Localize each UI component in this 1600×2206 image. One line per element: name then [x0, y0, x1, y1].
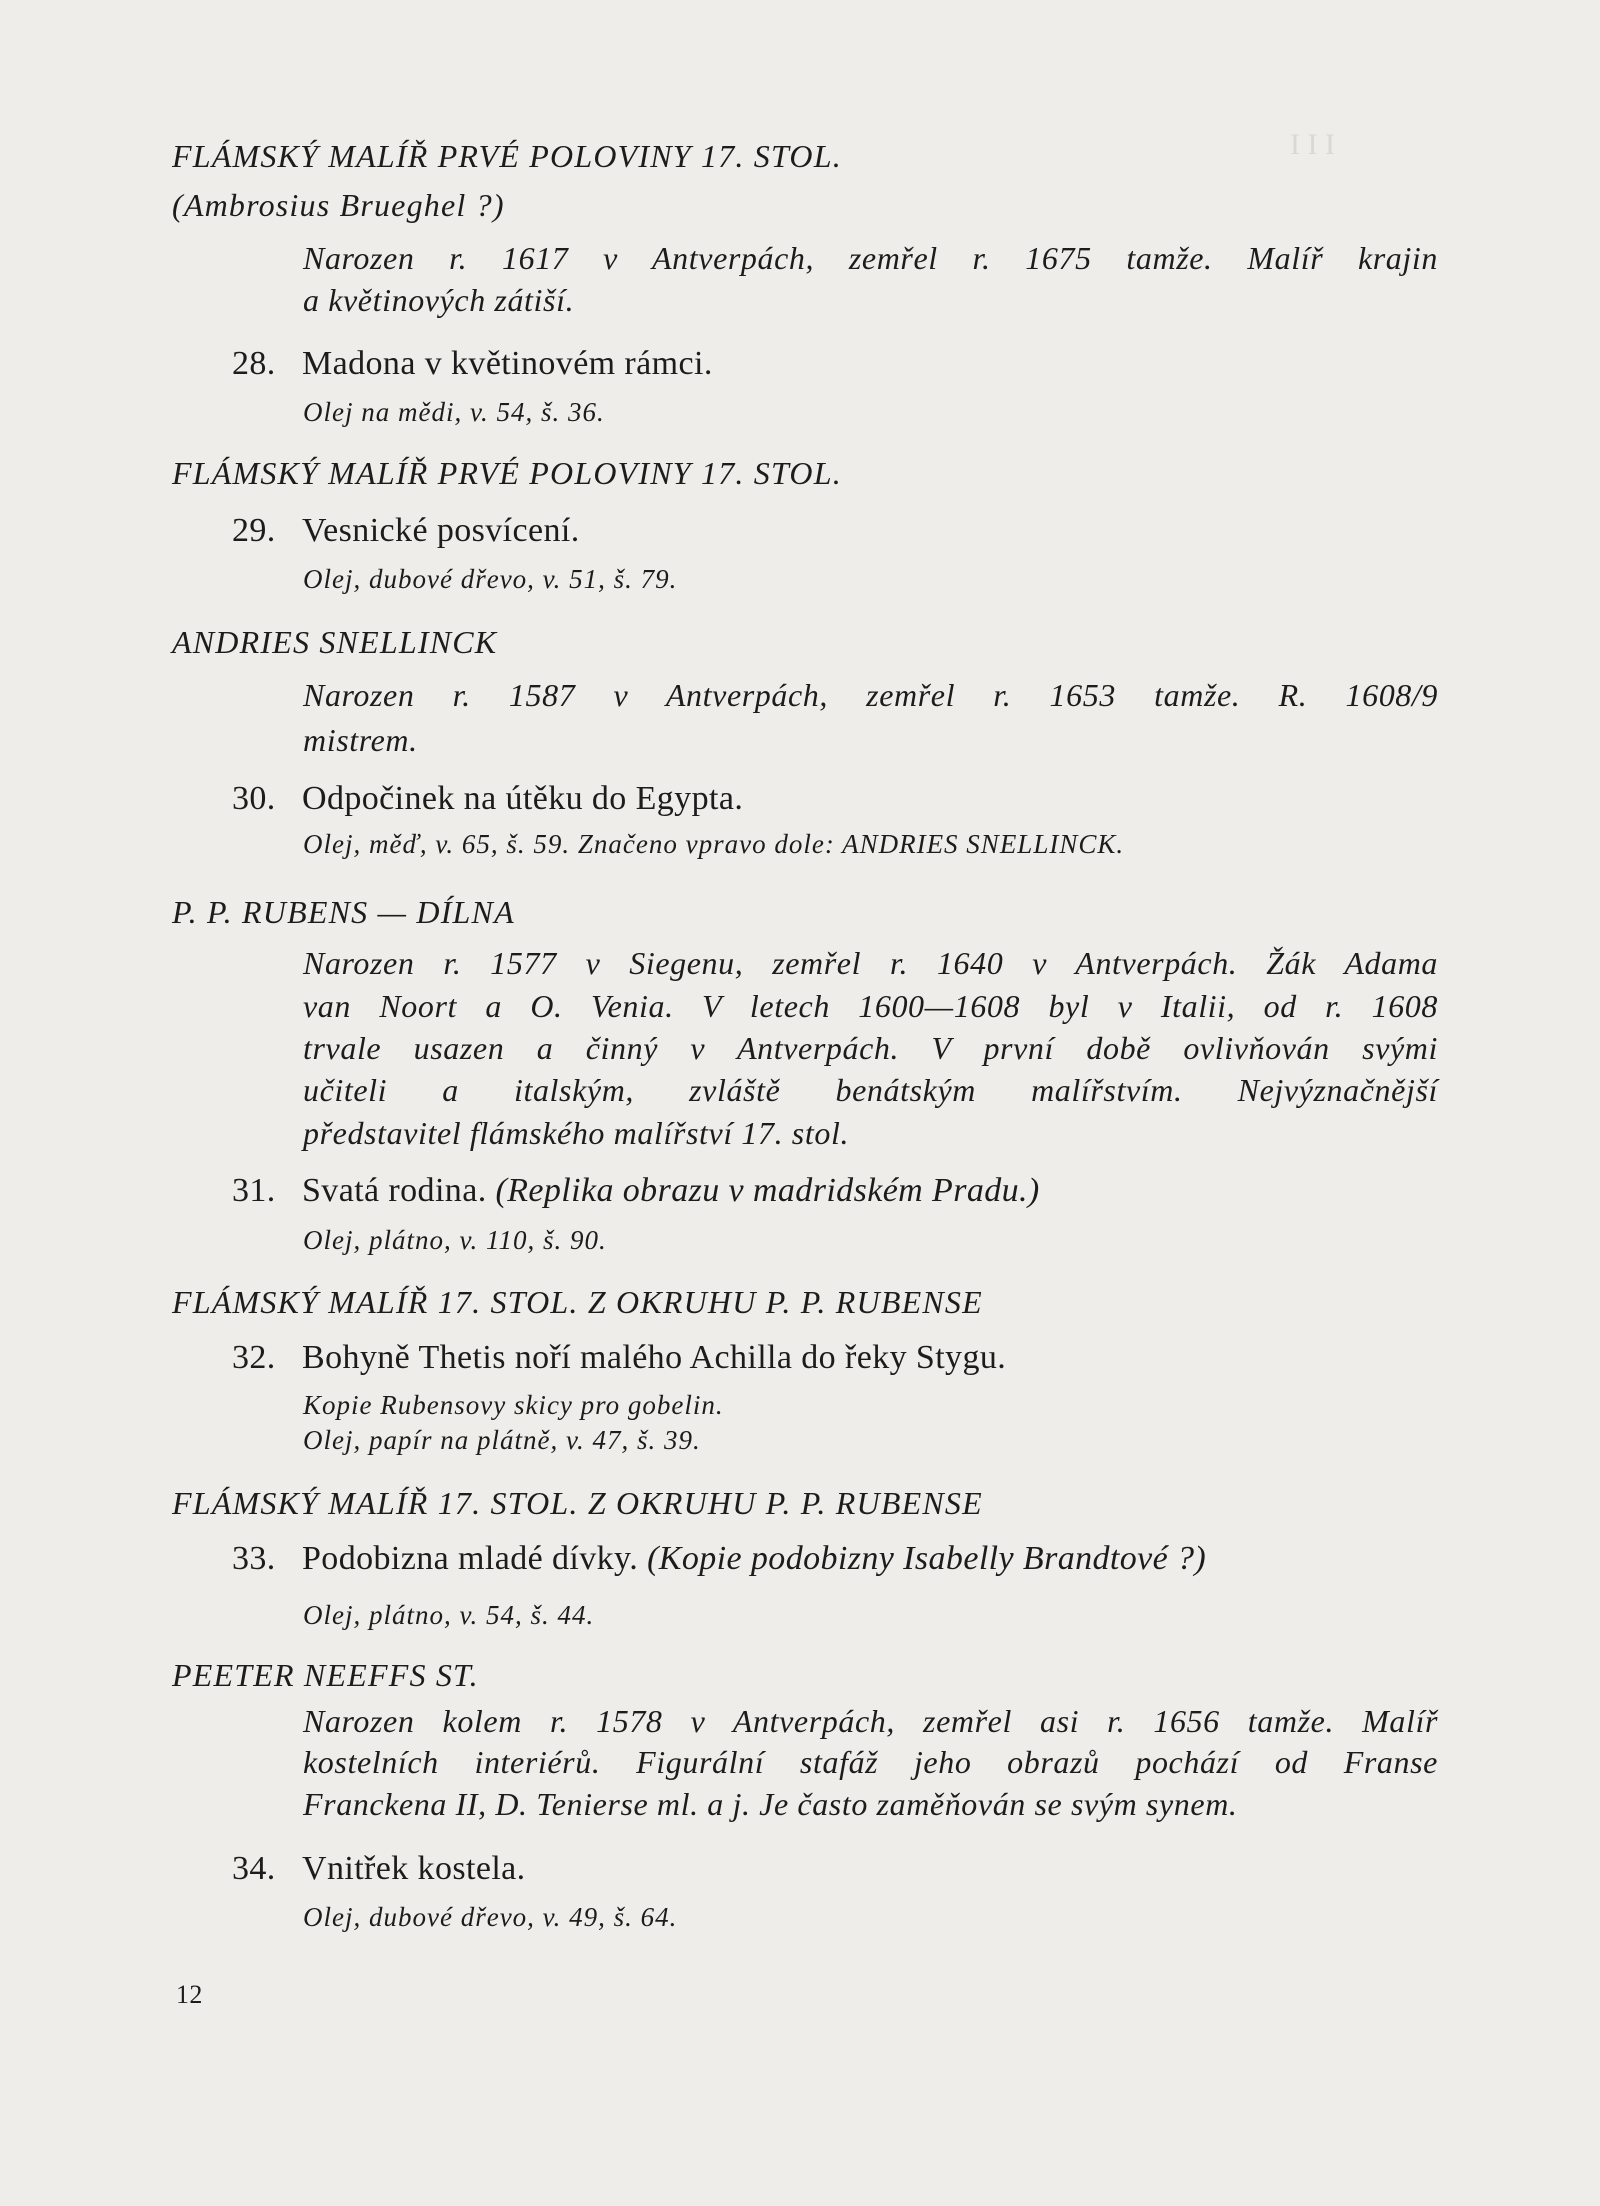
- artwork-detail: Olej, dubové dřevo, v. 49, š. 64.: [303, 1902, 678, 1932]
- artwork-title: [232, 1540, 1206, 1578]
- artwork-detail: Olej, plátno, v. 54, š. 44.: [303, 1600, 595, 1630]
- artist-bio-line: Narozen r. 1587 v Antverpách, zemřel r. 1653 tamže. R. 1608/9: [303, 677, 1438, 713]
- artist-bio-line: představitel flámského malířství 17. stol.: [303, 1115, 850, 1151]
- artist-bio-line: kostelních interiérů. Figurální stafáž jeho obrazů pochází od Franse: [303, 1744, 1438, 1780]
- artwork-title: [232, 1850, 526, 1888]
- artist-bio-line: učiteli a italským, zvláště benátským malířstvím. Nejvýznačnější: [303, 1072, 1438, 1108]
- artist-bio-line: Narozen r. 1617 v Antverpách, zemřel r. 1675 tamže. Malíř krajin: [303, 240, 1438, 276]
- artist-heading: FLÁMSKÝ MALÍŘ 17. STOL. Z OKRUHU P. P. RUBENSE: [172, 1485, 983, 1521]
- artwork-detail: Olej na mědi, v. 54, š. 36.: [303, 397, 605, 427]
- artwork-detail: Kopie Rubensovy skicy pro gobelin.: [303, 1390, 724, 1420]
- artist-bio-line: a květinových zátiší.: [303, 282, 575, 318]
- artist-bio-line: Narozen r. 1577 v Siegenu, zemřel r. 1640 v Antverpách. Žák Adama: [303, 945, 1438, 981]
- artist-bio-line: Narozen kolem r. 1578 v Antverpách, zemřel asi r. 1656 tamže. Malíř: [303, 1703, 1438, 1739]
- artist-heading: FLÁMSKÝ MALÍŘ PRVÉ POLOVINY 17. STOL.: [172, 455, 842, 491]
- artwork-name: Bohyně Thetis noří malého Achilla do řeky Stygu.: [302, 1339, 1007, 1376]
- artist-heading: FLÁMSKÝ MALÍŘ 17. STOL. Z OKRUHU P. P. RUBENSE: [172, 1284, 983, 1320]
- artwork-name: Madona v květinovém rámci.: [302, 345, 713, 382]
- artwork-title: [232, 1172, 1040, 1210]
- artwork-number: 31.: [232, 1172, 276, 1209]
- artwork-title: [232, 345, 713, 383]
- artwork-number: 28.: [232, 345, 276, 382]
- artist-heading: ANDRIES SNELLINCK: [172, 624, 498, 660]
- artwork-number: 30.: [232, 780, 276, 817]
- artwork-note: (Replika obrazu v madridském Pradu.): [495, 1172, 1040, 1209]
- artist-subheading: (Ambrosius Brueghel ?): [172, 187, 505, 223]
- artwork-note: (Kopie podobizny Isabelly Brandtové ?): [647, 1540, 1207, 1577]
- artist-bio-line: Franckena II, D. Tenierse ml. a j. Je často zaměňován se svým synem.: [303, 1786, 1238, 1822]
- artwork-detail: Olej, měď, v. 65, š. 59. Značeno vpravo dole: ANDRIES SNELLINCK.: [303, 829, 1125, 859]
- artwork-number: 32.: [232, 1339, 276, 1376]
- artwork-detail: Olej, papír na plátně, v. 47, š. 39.: [303, 1425, 701, 1455]
- artwork-title: [232, 1339, 1006, 1377]
- artwork-number: 29.: [232, 512, 276, 549]
- show-through-text: I I I: [1290, 128, 1335, 161]
- artwork-title: [232, 512, 580, 550]
- artist-heading: PEETER NEEFFS ST.: [172, 1657, 479, 1693]
- artist-bio-line: trvale usazen a činný v Antverpách. V první době ovlivňován svými: [303, 1030, 1438, 1066]
- artist-heading: FLÁMSKÝ MALÍŘ PRVÉ POLOVINY 17. STOL.: [172, 138, 842, 174]
- page-number: 12: [176, 1980, 203, 2009]
- artwork-name: Svatá rodina.: [302, 1172, 487, 1209]
- artwork-number: 34.: [232, 1850, 276, 1887]
- artwork-detail: Olej, dubové dřevo, v. 51, š. 79.: [303, 564, 678, 594]
- artwork-number: 33.: [232, 1540, 276, 1577]
- artist-bio-line: mistrem.: [303, 722, 418, 758]
- artwork-name: Podobizna mladé dívky.: [302, 1540, 639, 1577]
- artwork-detail: Olej, plátno, v. 110, š. 90.: [303, 1225, 607, 1255]
- artist-bio-line: van Noort a O. Venia. V letech 1600—1608 byl v Italii, od r. 1608: [303, 988, 1438, 1024]
- artwork-name: Vnitřek kostela.: [302, 1850, 526, 1887]
- artwork-name: Odpočinek na útěku do Egypta.: [302, 780, 744, 817]
- artist-heading: P. P. RUBENS — DÍLNA: [172, 894, 515, 930]
- artwork-title: [232, 780, 743, 818]
- artwork-name: Vesnické posvícení.: [302, 512, 580, 549]
